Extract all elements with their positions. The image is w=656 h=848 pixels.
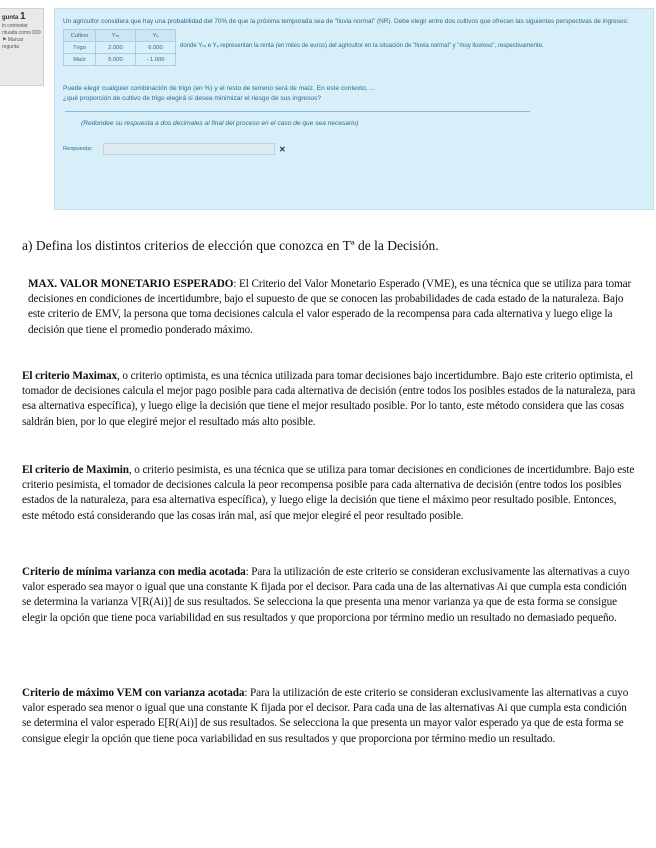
divider (65, 111, 530, 112)
paragraph-text: : Para la utilización de este criterio se consideran exclusivamente las alternativas a cuyo valor esperado sea mayor o igual que una constante K fijada por el decisor. Para cada una de las alternativas Ai que cumpla esta condición se determina la varianza V[R(Ai)] de sus resultados. Se selecciona la que presenta una menor varianza ya que de esta forma se consigue elegir la opción que tiene poca variabilidad en sus resultados y que proporciona por término medio un resultado no demasiado pequeño. (22, 566, 630, 624)
answer-input[interactable] (103, 143, 275, 155)
paragraph-lead: MAX. VALOR MONETARIO ESPERADO (28, 278, 234, 290)
paragraph-lead: Criterio de mínima varianza con media acotada (22, 566, 246, 578)
paragraph-min-variance (22, 565, 636, 626)
answer-row (63, 143, 645, 155)
answer-label: Respuesta: (63, 146, 93, 152)
paragraph-maximin (22, 463, 636, 524)
paragraph-text: : Para la utilización de este criterio se consideran exclusivamente las alternativas a cuyo valor esperado sea menor o igual que una constante K fijada por el decisor. Para cada una de las alternativas Ai que cumpla esta condición se determina el valor esperado E[R(Ai)] de sus resultados. Se selecciona la que presenta un mayor valor esperado ya que de esta forma se consigue elegir la opción que tiene poca variabilidad en sus resultados y que proporciona por término medio un resultado. (22, 687, 629, 745)
paragraph-lead: El criterio de Maximin (22, 464, 129, 476)
table-header: Yₙᵣ (96, 30, 136, 42)
paragraph-lead: El criterio Maximax (22, 370, 118, 382)
flag-question-sub: regunta (2, 44, 19, 50)
paragraph-maximax (22, 369, 636, 430)
table-cell: Maíz (64, 54, 96, 66)
question-label: gunta 1 (2, 11, 26, 22)
paragraph-text: : El Criterio del Valor Monetario Esperado (VME), es una técnica que se utiliza para tomar decisiones en condiciones de incertidumbre, bajo el supuesto de que se conocen las probabilidades de cada estado de la naturaleza. Bajo este criterio de EMV, la persona que toma decisiones calcula el valor esperado de la recompensa para cada alternativa y luego elige la decisión que tiene el promedio ponderado máximo. (28, 278, 632, 336)
paragraph-text: , o criterio optimista, es una técnica utilizada para tomar decisiones bajo incertidumbre. Bajo este criterio optimista, el tomador de decisiones calcula el mejor pago posible para cada alternativa de decisión (entre todos los posibles estados de la naturaleza, para esa alternativa específica), y luego elige la decisión que tiene el mejor resultado posible. Por lo tanto, este método considera que las cosas saldrán bien, por lo que elegiré mejor el resultado más alto posible. (22, 370, 636, 428)
paragraph-text: , o criterio pesimista, es una técnica que se utiliza para tomar decisiones en condiciones de incertidumbre. Bajo este criterio pesimista, el tomador de decisiones calcula la peor recompensa posible para cada alternativa de decisión (entre todos los posibles estados de la naturaleza, para esa alternativa específica), y luego elige la decisión que tiene el máximo peor resultado posible. Entonces, este método está considerando que las cosas irán mal, así que mejor elegiré el peor resultado posible. (22, 464, 635, 522)
incorrect-icon: ✕ (279, 144, 286, 154)
question-points: ntuada como 000 (2, 30, 41, 36)
flag-question-link[interactable]: ⚑ Marcar (2, 37, 24, 43)
paragraph-max-vem (22, 686, 636, 747)
paragraph-lead: Criterio de máximo VEM con varianza acotada (22, 687, 245, 699)
table-header: Cultivo (64, 30, 96, 42)
question-status: in contestar (2, 23, 28, 29)
table-row (64, 54, 176, 66)
table-cell: 2.000 (96, 42, 136, 54)
crop-income-table (63, 29, 176, 66)
table-header-row (64, 30, 176, 42)
question-info-panel (0, 8, 44, 86)
section-heading: a) Defina los distintos criterios de elección que conozca en Tª de la Decisión. (22, 238, 439, 253)
rounding-hint: (Redondee su respuesta a dos decimales al final del proceso en el caso de que sea necesario) (81, 120, 359, 127)
table-cell: 5.000 (96, 54, 136, 66)
table-cell: 6.000 (136, 42, 176, 54)
table-cell: - 1.000 (136, 54, 176, 66)
table-row (64, 42, 176, 54)
question-intro: Un agricultor considera que hay una probabilidad del 70% de que la próxima temporada sea de "lluvia normal" (NR). Debe elegir entre dos cultivos que ofrecen las siguientes perspectivas de ingresos: (63, 18, 629, 25)
table-cell: Trigo (64, 42, 96, 54)
question-prompt: ¿qué proporción de cultivo de trigo elegirá si desea minimizar el riesgo de sus ingresos? (63, 95, 322, 102)
question-context: Puede elegir cualquier combinación de trigo (en %) y el resto de terreno será de maíz. En este contexto, ... (63, 85, 375, 92)
table-note: donde Yₙᵣ e Yᵥ representan la renta (en miles de euros) del agricultor en la situación de "lluvia normal" y "muy lluvioso", respectivamente. (180, 43, 544, 49)
table-header: Yᵥ (136, 30, 176, 42)
paragraph-vme (28, 277, 636, 338)
question-panel (54, 8, 654, 210)
